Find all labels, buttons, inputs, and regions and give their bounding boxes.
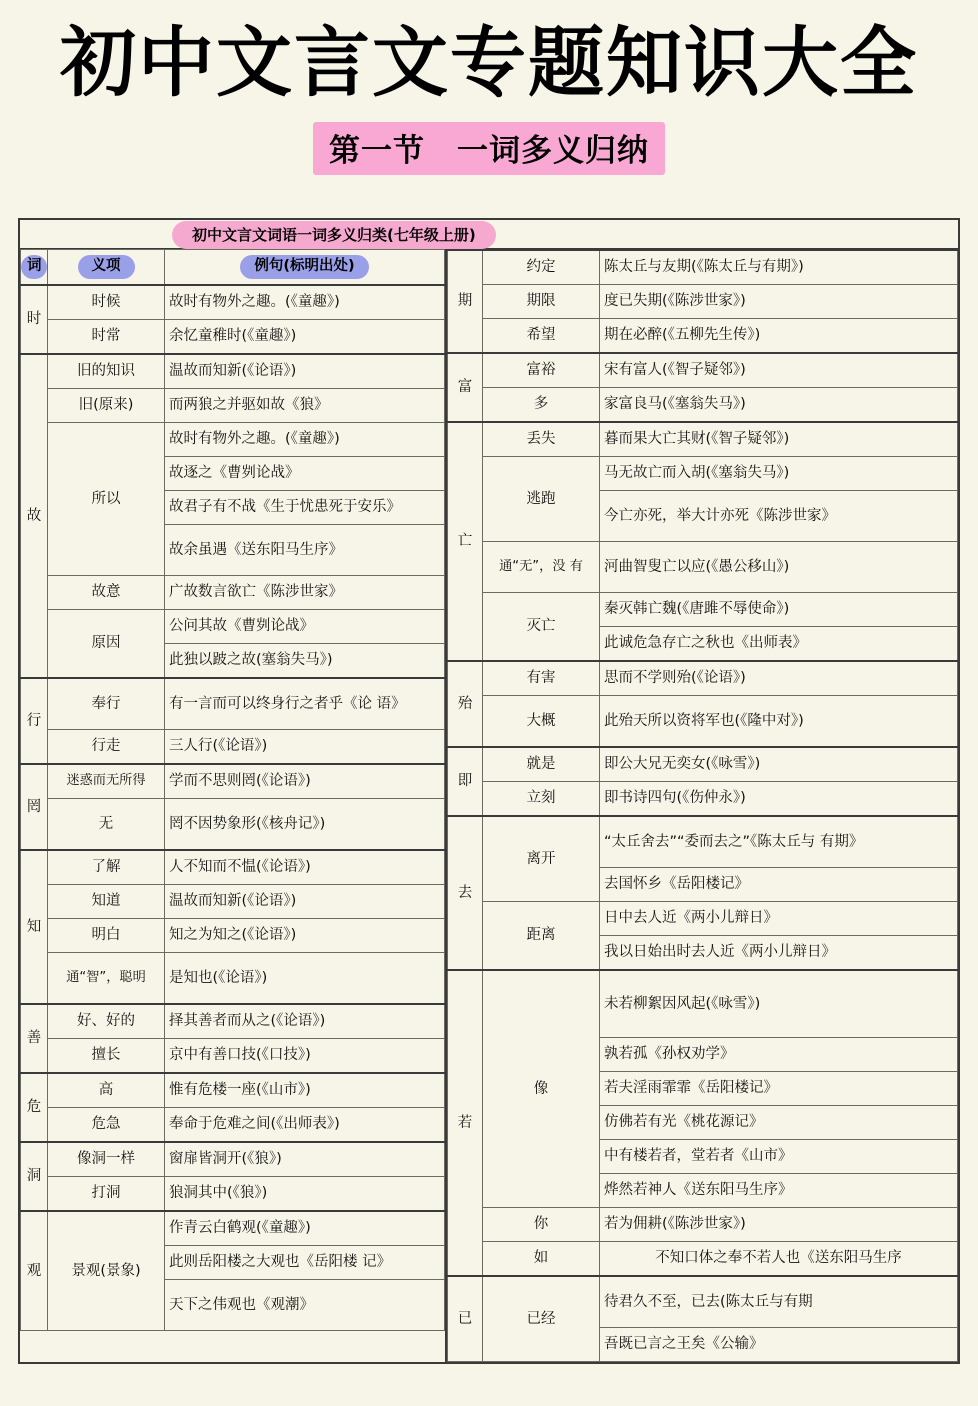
example-cell: 罔不因势象形(《核舟记》)	[165, 799, 445, 851]
header-cell-meaning	[48, 250, 165, 286]
example-cell: 此独以跛之故(塞翁失马》)	[165, 644, 445, 679]
table-row	[21, 1073, 445, 1108]
meaning-cell: 已经	[483, 1276, 600, 1362]
table-row	[21, 764, 445, 799]
example-cell: 温故而知新(《论语》)	[165, 885, 445, 919]
example-cell: 广故数言欲亡《陈涉世家》	[165, 576, 445, 610]
example-cell: 是知也(《论语》)	[165, 953, 445, 1005]
meaning-cell: 约定	[483, 250, 600, 285]
table-banner-label: 初中文言文词语一词多义归类(七年级上册)	[172, 221, 496, 249]
meaning-cell: 希望	[483, 319, 600, 354]
word-label: 知	[26, 918, 42, 935]
table-banner-row	[20, 220, 958, 249]
document-page	[0, 18, 978, 1406]
meaning-cell: 打洞	[48, 1177, 165, 1212]
example-cell: 公问其故《曹刿论战》	[165, 610, 445, 644]
example-cell: 度已失期(《陈涉世家》)	[600, 285, 958, 319]
example-cell: 奉命于危难之间(《出师表》)	[165, 1108, 445, 1143]
word-cell	[21, 764, 48, 850]
example-cell: 马无故亡而入胡(《塞翁失马》)	[600, 457, 958, 491]
example-cell: 未若柳絮因风起(《咏雪》)	[600, 970, 958, 1038]
example-cell: 若夫淫雨霏霏《岳阳楼记》	[600, 1072, 958, 1106]
word-label: 罔	[26, 798, 42, 815]
example-cell: 狼洞其中(《狼》)	[165, 1177, 445, 1212]
table-row	[448, 1276, 958, 1328]
example-cell: 秦灭韩亡魏(《唐雎不辱使命》)	[600, 593, 958, 627]
meaning-cell: 灭亡	[483, 593, 600, 662]
table-row	[21, 389, 445, 423]
table-row	[21, 1004, 445, 1039]
word-cell	[21, 678, 48, 764]
example-cell: 择其善者而从之(《论语》)	[165, 1004, 445, 1039]
meaning-cell: 所以	[48, 423, 165, 576]
meaning-cell: 距离	[483, 902, 600, 971]
example-cell: 思而不学则殆(《论语》)	[600, 661, 958, 696]
example-cell: 暮而果大亡其财(《智子疑邻》)	[600, 422, 958, 457]
word-cell	[21, 354, 48, 678]
table-row	[21, 919, 445, 953]
table-row	[21, 320, 445, 355]
word-label: 时	[26, 311, 42, 328]
table-row	[448, 319, 958, 354]
example-cell: 宋有富人(《智子疑邻》)	[600, 353, 958, 388]
section-heading: 第一节 一词多义归纳	[313, 122, 665, 175]
word-label: 危	[26, 1099, 42, 1116]
example-cell: 我以日始出时去人近《两小儿辩日》	[600, 936, 958, 971]
word-label: 殆	[457, 695, 473, 712]
example-cell: 即书诗四句(《伤仲永》)	[600, 782, 958, 817]
table-row	[21, 678, 445, 730]
meaning-cell: 奉行	[48, 678, 165, 730]
example-cell: 故余虽遇《送东阳马生序》	[165, 525, 445, 576]
word-label: 善	[26, 1030, 42, 1047]
meaning-cell: 迷惑而无所得	[48, 764, 165, 799]
header-cell-word	[21, 250, 48, 286]
meaning-cell: 高	[48, 1073, 165, 1108]
table-row	[21, 799, 445, 851]
example-cell: 人不知而不愠(《论语》)	[165, 850, 445, 885]
example-cell: 陈太丘与友期(《陈太丘与有期》)	[600, 250, 958, 285]
word-cell	[21, 1004, 48, 1073]
example-cell: 家富良马(《塞翁失马》)	[600, 388, 958, 423]
example-cell: 待君久不至，已去(陈太丘与有期	[600, 1276, 958, 1328]
word-cell	[21, 850, 48, 1004]
example-cell: 作青云白鹤观(《童趣》)	[165, 1211, 445, 1246]
table-row	[448, 388, 958, 423]
meaning-cell: 景观(景象)	[48, 1211, 165, 1331]
table-row	[21, 730, 445, 765]
example-cell: 若为佣耕(《陈涉世家》)	[600, 1208, 958, 1242]
table-row	[21, 354, 445, 389]
word-cell	[21, 1142, 48, 1211]
table-row	[448, 457, 958, 491]
word-cell	[21, 285, 48, 354]
meaning-cell: 大概	[483, 696, 600, 748]
example-cell: 日中去人近《两小儿辩日》	[600, 902, 958, 936]
word-cell	[448, 970, 483, 1276]
example-cell: 今亡亦死，举大计亦死《陈涉世家》	[600, 491, 958, 542]
meaning-cell: 知道	[48, 885, 165, 919]
word-label: 故	[26, 507, 42, 524]
meaning-cell: 如	[483, 1242, 600, 1277]
example-cell: 三人行(《论语》)	[165, 730, 445, 765]
word-cell	[448, 816, 483, 970]
example-cell: 而两狼之并驱如故《狼》	[165, 389, 445, 423]
word-label: 富	[457, 379, 473, 396]
table-row	[448, 422, 958, 457]
table-row	[448, 816, 958, 868]
meaning-cell: 离开	[483, 816, 600, 902]
table-row	[448, 1208, 958, 1242]
example-cell: 窗扉皆洞开(《狼》)	[165, 1142, 445, 1177]
example-cell: 河曲智叟亡以应(《愚公移山》)	[600, 542, 958, 593]
table-row	[448, 696, 958, 748]
table-row	[448, 542, 958, 593]
header-meaning-label: 义项	[78, 255, 135, 278]
example-cell: 吾既已言之王矣《公输》	[600, 1328, 958, 1362]
content-tables	[18, 218, 960, 1364]
table-row	[21, 285, 445, 320]
meaning-cell: 擅长	[48, 1039, 165, 1074]
example-cell: 故君子有不战《生于忧患死于安乐》	[165, 491, 445, 525]
table-row	[21, 1177, 445, 1212]
meaning-cell: 你	[483, 1208, 600, 1242]
meaning-cell: 了解	[48, 850, 165, 885]
meaning-cell: 无	[48, 799, 165, 851]
right-table-column	[447, 249, 958, 1362]
header-cell-example	[165, 250, 445, 286]
example-cell: 知之为知之(《论语》)	[165, 919, 445, 953]
table-row	[21, 576, 445, 610]
example-cell: 此殆天所以资将军也(《隆中对》)	[600, 696, 958, 748]
example-cell: 京中有善口技(《口技》)	[165, 1039, 445, 1074]
word-cell	[448, 747, 483, 816]
table-row	[21, 1039, 445, 1074]
table-row	[448, 285, 958, 319]
word-cell	[448, 422, 483, 661]
left-table-column	[20, 249, 447, 1362]
meaning-cell: 好、好的	[48, 1004, 165, 1039]
word-label: 已	[457, 1310, 473, 1327]
page-title: 初中文言文专题知识大全	[60, 18, 918, 107]
example-cell: 惟有危楼一座(《山市》)	[165, 1073, 445, 1108]
meaning-cell: 像	[483, 970, 600, 1208]
table-row	[21, 1142, 445, 1177]
word-label: 去	[457, 884, 473, 901]
example-cell: 此诚危急存亡之秋也《出师表》	[600, 627, 958, 662]
table-header-row	[21, 250, 445, 286]
word-cell	[448, 353, 483, 422]
example-cell: 有一言而可以终身行之者乎《论 语》	[165, 678, 445, 730]
word-label: 洞	[26, 1168, 42, 1185]
meaning-cell: 时常	[48, 320, 165, 355]
example-cell: 天下之伟观也《观潮》	[165, 1280, 445, 1331]
word-cell	[21, 1073, 48, 1142]
meaning-cell: 故意	[48, 576, 165, 610]
meaning-cell: 通“智”，聪明	[48, 953, 165, 1005]
table-row	[448, 1242, 958, 1277]
table-row	[448, 661, 958, 696]
table-row	[21, 610, 445, 644]
right-multi-meaning-table	[447, 249, 958, 1362]
table-row	[448, 782, 958, 817]
example-cell: 孰若孤《孙权劝学》	[600, 1038, 958, 1072]
table-row	[448, 970, 958, 1038]
word-cell	[448, 250, 483, 353]
example-cell: 不知口体之奉不若人也《送东阳马生序	[600, 1242, 958, 1277]
word-label: 即	[457, 773, 473, 790]
table-row	[21, 953, 445, 1005]
meaning-cell: 旧的知识	[48, 354, 165, 389]
meaning-cell: 通“无”，没 有	[483, 542, 600, 593]
word-label: 若	[457, 1114, 473, 1131]
meaning-cell: 多	[483, 388, 600, 423]
example-cell: 中有楼若者，堂若者《山市》	[600, 1140, 958, 1174]
meaning-cell: 原因	[48, 610, 165, 679]
table-row	[21, 850, 445, 885]
example-cell: 烨然若神人《送东阳马生序》	[600, 1174, 958, 1208]
word-cell	[448, 661, 483, 747]
meaning-cell: 丢失	[483, 422, 600, 457]
two-column-layout	[20, 249, 958, 1362]
meaning-cell: 富裕	[483, 353, 600, 388]
meaning-cell: 像洞一样	[48, 1142, 165, 1177]
example-cell: 温故而知新(《论语》)	[165, 354, 445, 389]
header-example-label: 例句(标明出处)	[240, 255, 368, 278]
example-cell: 即公大兄无奕女(《咏雪》)	[600, 747, 958, 782]
example-cell: 故时有物外之趣。(《童趣》)	[165, 285, 445, 320]
example-cell: 余忆童稚时(《童趣》)	[165, 320, 445, 355]
meaning-cell: 立刻	[483, 782, 600, 817]
example-cell: 期在必醉(《五柳先生传》)	[600, 319, 958, 354]
word-label: 行	[26, 712, 42, 729]
meaning-cell: 旧(原来)	[48, 389, 165, 423]
example-cell: 学而不思则罔(《论语》)	[165, 764, 445, 799]
word-label: 观	[26, 1262, 42, 1279]
table-row	[448, 747, 958, 782]
table-row	[448, 902, 958, 936]
word-cell	[448, 1276, 483, 1362]
meaning-cell: 期限	[483, 285, 600, 319]
left-multi-meaning-table	[20, 249, 445, 1331]
example-cell: “太丘舍去”“委而去之”《陈太丘与 有期》	[600, 816, 958, 868]
table-row	[448, 353, 958, 388]
meaning-cell: 危急	[48, 1108, 165, 1143]
table-row	[448, 593, 958, 627]
table-row	[21, 423, 445, 457]
header-word-label: 词	[21, 255, 47, 278]
example-cell: 故逐之《曹刿论战》	[165, 457, 445, 491]
meaning-cell: 就是	[483, 747, 600, 782]
example-cell: 故时有物外之趣。(《童趣》)	[165, 423, 445, 457]
table-row	[21, 885, 445, 919]
meaning-cell: 时候	[48, 285, 165, 320]
meaning-cell: 行走	[48, 730, 165, 765]
example-cell: 去国怀乡《岳阳楼记》	[600, 868, 958, 902]
meaning-cell: 逃跑	[483, 457, 600, 542]
word-label: 期	[457, 293, 473, 310]
meaning-cell: 明白	[48, 919, 165, 953]
word-cell	[21, 1211, 48, 1331]
example-cell: 仿佛若有光《桃花源记》	[600, 1106, 958, 1140]
table-row	[448, 250, 958, 285]
table-row	[21, 1108, 445, 1143]
example-cell: 此则岳阳楼之大观也《岳阳楼 记》	[165, 1246, 445, 1280]
meaning-cell: 有害	[483, 661, 600, 696]
section-heading-wrap	[0, 122, 978, 175]
table-row	[21, 1211, 445, 1246]
word-label: 亡	[457, 533, 473, 550]
